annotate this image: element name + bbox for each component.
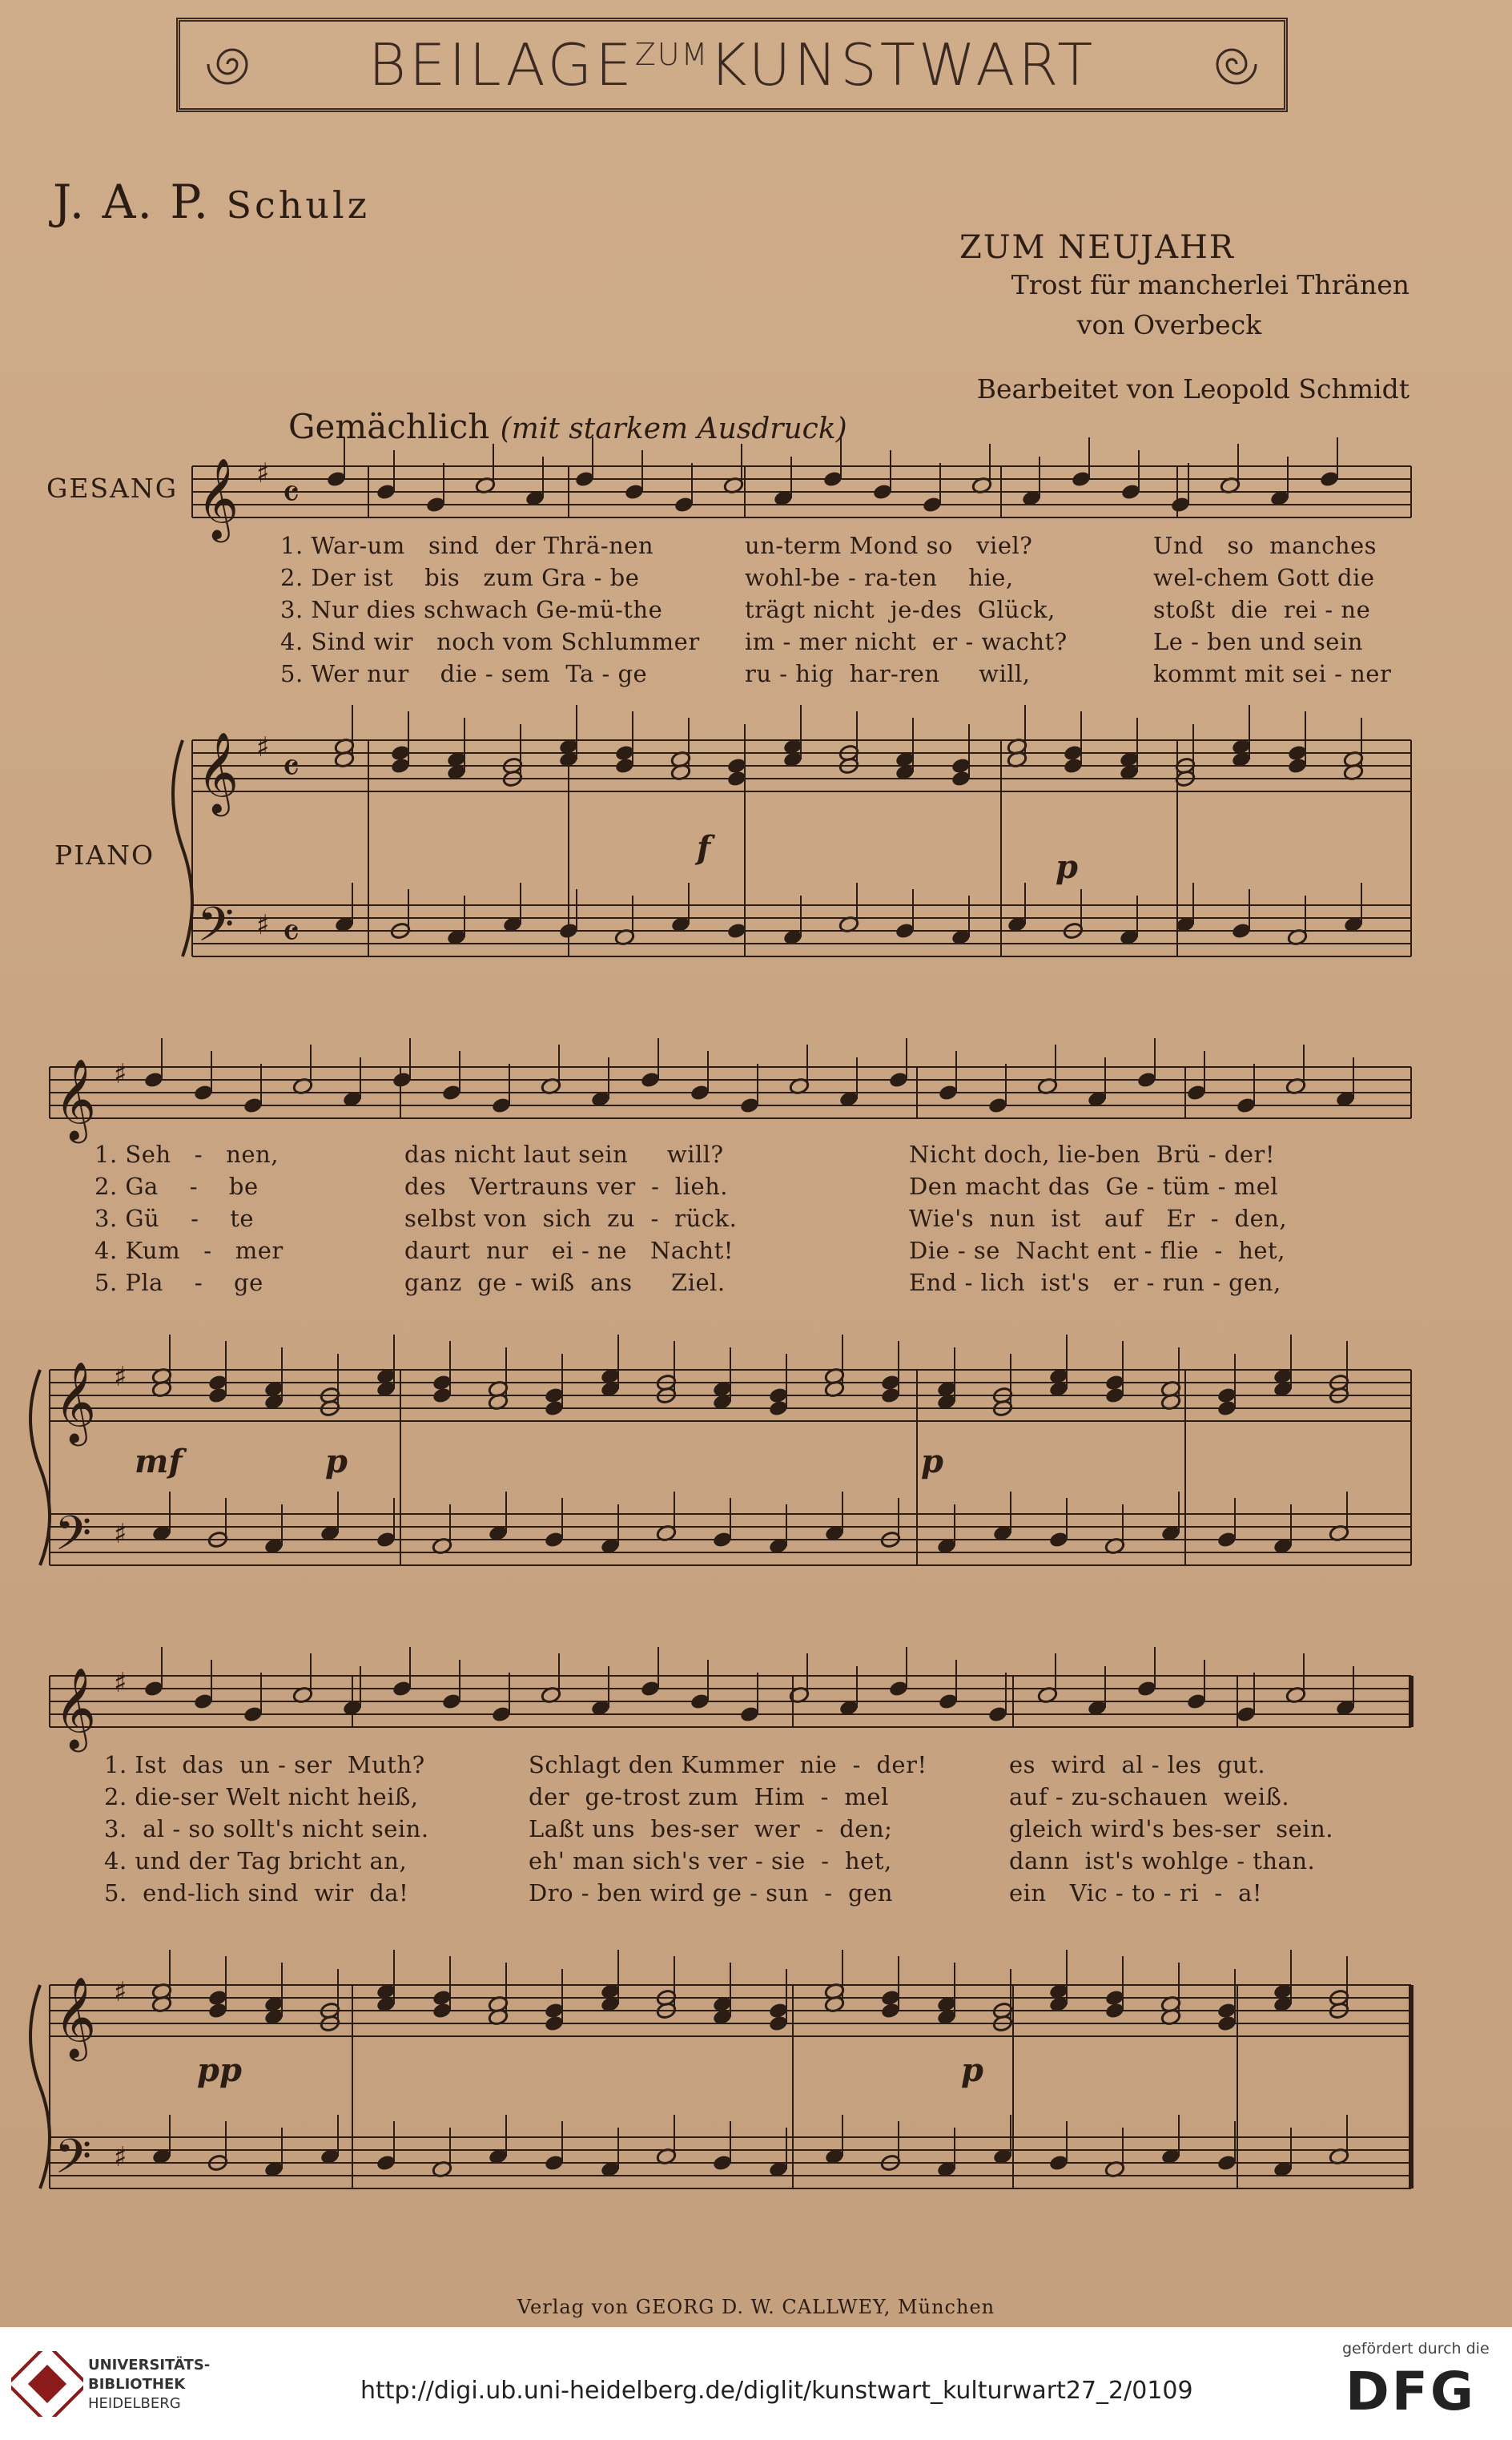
lyric-verse-4-part-b: eh' man sich's ver - sie - het,	[529, 1847, 892, 1874]
sharp-key-signature-icon: ♯	[114, 1518, 127, 1550]
lyric-verse-5-part-b: ganz ge - wiß ans Ziel.	[404, 1269, 726, 1296]
arranger-credit: Bearbeitet von Leopold Schmidt	[976, 373, 1409, 405]
lyric-verse-3-part-c: stoßt die rei - ne	[1153, 596, 1371, 623]
lyric-verse-1-part-a: 1. Ist das un - ser Muth?	[104, 1751, 425, 1778]
lyric-verse-4-part-a: 4. Sind wir noch vom Schlummer	[280, 628, 700, 655]
lyric-verse-4-part-c: Die - se Nacht ent - flie - het,	[909, 1237, 1285, 1264]
treble-clef-icon: 𝄞	[54, 1360, 97, 1443]
lyric-verse-3-part-a: 3. al - so sollt's nicht sein.	[104, 1815, 429, 1842]
song-subtitle: Trost für mancherlei Thränen	[1011, 269, 1409, 300]
bass-clef-icon: 𝄢	[197, 896, 235, 964]
banner-title-left: BEILAGE	[368, 31, 635, 99]
lyric-verse-5-part-c: kommt mit sei - ner	[1153, 660, 1392, 687]
lyric-verse-2-part-a: 2. Ga - be	[94, 1173, 259, 1200]
publisher-footer: Verlag von GEORG D. W. CALLWEY, München	[517, 2296, 995, 2318]
piano-label: PIANO	[54, 840, 155, 871]
poet-credit: von Overbeck	[1076, 309, 1262, 340]
lyric-verse-4-part-a: 4. und der Tag bricht an,	[104, 1847, 408, 1874]
lyric-verse-2-part-c: wel-chem Gott die	[1153, 564, 1375, 591]
dynamic-mark: p	[325, 1443, 348, 1480]
voice-label: GESANG	[46, 473, 179, 504]
lyric-verse-1-part-b: un-term Mond so viel?	[745, 532, 1033, 559]
banner-title-right: KUNSTWART	[709, 31, 1096, 99]
treble-clef-icon: 𝄞	[197, 457, 239, 539]
treble-clef-icon: 𝄞	[54, 1666, 97, 1749]
sharp-key-signature-icon: ♯	[114, 1058, 127, 1090]
institution-line-1: UNIVERSITÄTS-	[88, 2357, 211, 2374]
tempo-word: Gemächlich	[288, 407, 490, 446]
sharp-key-signature-icon: ♯	[114, 1667, 127, 1699]
lyric-verse-3-part-b: Laßt uns bes-ser wer - den;	[529, 1815, 893, 1842]
dynamic-mark: p	[1056, 848, 1078, 886]
lyric-verse-3-part-a: 3. Gü - te	[94, 1205, 255, 1232]
lyric-verse-5-part-b: ru - hig har-ren will,	[745, 660, 1031, 687]
institution-name	[88, 2356, 210, 2414]
tempo-expression: (mit starkem Ausdruck)	[500, 413, 847, 445]
bass-clef-icon: 𝄢	[54, 2128, 92, 2196]
lyric-verse-3-part-a: 3. Nur dies schwach Ge-mü-the	[280, 596, 663, 623]
sharp-key-signature-icon: ♯	[114, 1976, 127, 2008]
note-heads	[143, 437, 1364, 2178]
lyric-verse-4-part-c: Le - ben und sein	[1153, 628, 1363, 655]
lyric-verse-4-part-c: dann ist's wohlge - than.	[1009, 1847, 1316, 1874]
lyric-verse-2-part-b: des Vertrauns ver - lieh.	[404, 1173, 729, 1200]
lyric-verse-1-part-c: Nicht doch, lie-ben Brü - der!	[909, 1141, 1275, 1168]
piano-brace	[173, 740, 192, 956]
composer-initials: J. A. P.	[53, 175, 211, 229]
treble-clef-icon: 𝄞	[54, 1057, 97, 1140]
source-url[interactable]: http://digi.ub.uni-heidelberg.de/diglit/kunstwart_kulturwart27_2/0109	[360, 2377, 1193, 2405]
sharp-key-signature-icon: ♯	[256, 731, 270, 763]
lyric-verse-3-part-b: trägt nicht je-des Glück,	[745, 596, 1056, 623]
lyric-verse-2-part-b: der ge-trost zum Him - mel	[529, 1783, 889, 1810]
lyric-verse-4-part-b: im - mer nicht er - wacht?	[745, 628, 1068, 655]
lyric-verse-1-part-c: es wird al - les gut.	[1009, 1751, 1266, 1778]
lyric-verse-4-part-b: daurt nur ei - ne Nacht!	[404, 1237, 734, 1264]
digitization-footer	[0, 2327, 1512, 2440]
funded-by-label: gefördert durch die	[1342, 2340, 1490, 2357]
sharp-key-signature-icon: ♯	[256, 909, 270, 941]
institution-line-3: HEIDELBERG	[88, 2395, 181, 2412]
lyric-verse-1-part-c: Und so manches	[1153, 532, 1377, 559]
dynamic-mark: p	[961, 2051, 983, 2089]
piano-brace	[30, 1985, 50, 2188]
university-seal-icon	[11, 2351, 83, 2417]
lyric-verse-4-part-a: 4. Kum - mer	[94, 1237, 284, 1264]
lyric-verse-5-part-b: Dro - ben wird ge - sun - gen	[529, 1879, 893, 1907]
lyric-verse-2-part-c: Den macht das Ge - tüm - mel	[909, 1173, 1279, 1200]
dynamic-mark: mf	[135, 1443, 183, 1480]
dynamic-mark: f	[697, 829, 711, 867]
lyric-verse-2-part-a: 2. Der ist bis zum Gra - be	[280, 564, 640, 591]
composer-surname: Schulz	[226, 183, 371, 227]
treble-clef-icon: 𝄞	[54, 1975, 97, 2058]
staff-lines	[30, 466, 1411, 2188]
sharp-key-signature-icon: ♯	[114, 2141, 127, 2173]
lyric-verse-2-part-a: 2. die-ser Welt nicht heiß,	[104, 1783, 419, 1810]
institution-line-2: BIBLIOTHEK	[88, 2376, 186, 2393]
lyric-verse-3-part-c: Wie's nun ist auf Er - den,	[909, 1205, 1288, 1232]
dynamic-mark: pp	[197, 2051, 242, 2089]
lyric-verse-5-part-a: 5. end-lich sind wir da!	[104, 1879, 409, 1907]
piano-brace	[30, 1370, 50, 1565]
lyric-verse-3-part-c: gleich wird's bes-ser sein.	[1009, 1815, 1333, 1842]
sharp-key-signature-icon: ♯	[114, 1361, 127, 1393]
lyric-verse-5-part-c: ein Vic - to - ri - a!	[1009, 1879, 1263, 1907]
lyric-verse-1-part-a: 1. War-um sind der Thrä-nen	[280, 532, 654, 559]
lyric-verse-5-part-a: 5. Wer nur die - sem Ta - ge	[280, 660, 648, 687]
treble-clef-icon: 𝄞	[197, 731, 239, 813]
banner-title-small: ZUM	[634, 37, 710, 72]
common-time-icon: 𝄴	[282, 471, 300, 517]
lyric-verse-2-part-c: auf - zu-schauen weiß.	[1009, 1783, 1290, 1810]
dynamic-mark: p	[921, 1443, 943, 1480]
lyric-verse-3-part-b: selbst von sich zu - rück.	[404, 1205, 738, 1232]
lyric-verse-1-part-b: Schlagt den Kummer nie - der!	[529, 1751, 927, 1778]
lyric-verse-1-part-b: das nicht laut sein will?	[404, 1141, 724, 1168]
lyric-verse-5-part-a: 5. Pla - ge	[94, 1269, 263, 1296]
common-time-icon: 𝄴	[282, 910, 300, 956]
dfg-logo: DFG	[1345, 2361, 1477, 2422]
bass-clef-icon: 𝄢	[54, 1505, 92, 1572]
common-time-icon: 𝄴	[282, 745, 300, 791]
sharp-key-signature-icon: ♯	[256, 457, 270, 489]
lyric-verse-2-part-b: wohl-be - ra-ten hie,	[745, 564, 1014, 591]
song-title: ZUM NEUJAHR	[959, 229, 1235, 266]
clefs	[54, 457, 300, 2196]
lyric-verse-1-part-a: 1. Seh - nen,	[94, 1141, 279, 1168]
lyric-verse-5-part-c: End - lich ist's er - run - gen,	[909, 1269, 1281, 1296]
